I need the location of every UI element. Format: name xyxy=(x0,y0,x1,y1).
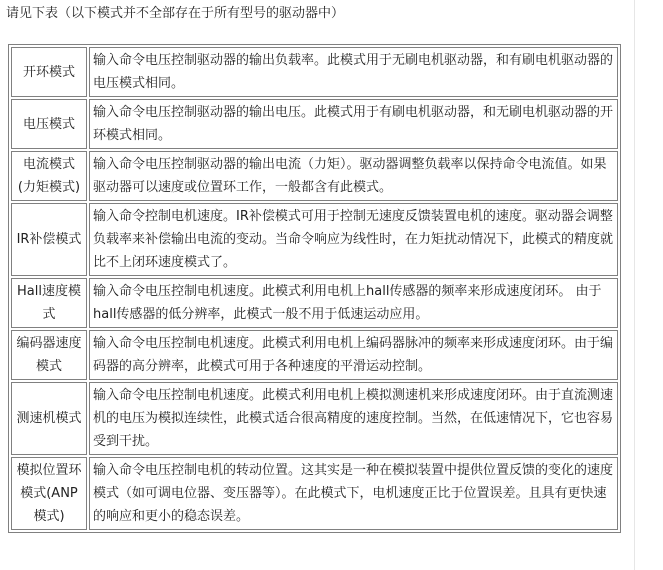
table-row xyxy=(11,330,618,380)
mode-name: 模拟位置环模式(ANP 模式) xyxy=(11,457,87,530)
mode-name: Hall速度模式 xyxy=(11,278,87,328)
mode-description: 输入命令电压控制驱动器的输出负载率。此模式用于无刷电机驱动器，和有刷电机驱动器的电压模式相同。 xyxy=(89,47,618,97)
table-row xyxy=(11,151,618,201)
mode-name: IR补偿模式 xyxy=(11,203,87,276)
table-row xyxy=(11,278,618,328)
mode-name: 编码器速度模式 xyxy=(11,330,87,380)
mode-description: 输入命令电压控制电机的转动位置。这其实是一种在模拟装置中提供位置反馈的变化的速度模式（如可调电位器、变压器等）。在此模式下，电机速度正比于位置误差。且具有更快速的响应和更小的稳态误差。 xyxy=(89,457,618,530)
table-row xyxy=(11,382,618,455)
intro-text: 请见下表（以下模式并不全部存在于所有型号的驱动器中） xyxy=(6,6,345,21)
mode-name: 测速机模式 xyxy=(11,382,87,455)
table-row xyxy=(11,203,618,276)
mode-description: 输入命令电压控制电机速度。此模式利用电机上编码器脉冲的频率来形成速度闭环。由于编码器的高分辨率，此模式可用于各种速度的平滑运动控制。 xyxy=(89,330,618,380)
table-row xyxy=(11,99,618,149)
table-row xyxy=(11,47,618,97)
mode-description: 输入命令电压控制驱动器的输出电流（力矩）。驱动器调整负载率以保持命令电流值。如果驱动器可以速度或位置环工作，一般都含有此模式。 xyxy=(89,151,618,201)
mode-name: 开环模式 xyxy=(11,47,87,97)
drive-modes-table xyxy=(8,44,621,533)
mode-description: 输入命令控制电机速度。IR补偿模式可用于控制无速度反馈装置电机的速度。驱动器会调整负载率来补偿输出电流的变动。当命令响应为线性时，在力矩扰动情况下，此模式的精度就比不上闭环速度模式了。 xyxy=(89,203,618,276)
table-row xyxy=(11,457,618,530)
mode-description: 输入命令电压控制电机速度。此模式利用电机上hall传感器的频率来形成速度闭环。 由于hall传感器的低分辨率，此模式一般不用于低速运动应用。 xyxy=(89,278,618,328)
mode-name: 电流模式(力矩模式) xyxy=(11,151,87,201)
page-edge-divider xyxy=(634,0,635,570)
mode-description: 输入命令电压控制电机速度。此模式利用电机上模拟测速机来形成速度闭环。由于直流测速机的电压为模拟连续性，此模式适合很高精度的速度控制。当然，在低速情况下，它也容易受到干扰。 xyxy=(89,382,618,455)
mode-description: 输入命令电压控制驱动器的输出电压。此模式用于有刷电机驱动器，和无刷电机驱动器的开环模式相同。 xyxy=(89,99,618,149)
mode-name: 电压模式 xyxy=(11,99,87,149)
